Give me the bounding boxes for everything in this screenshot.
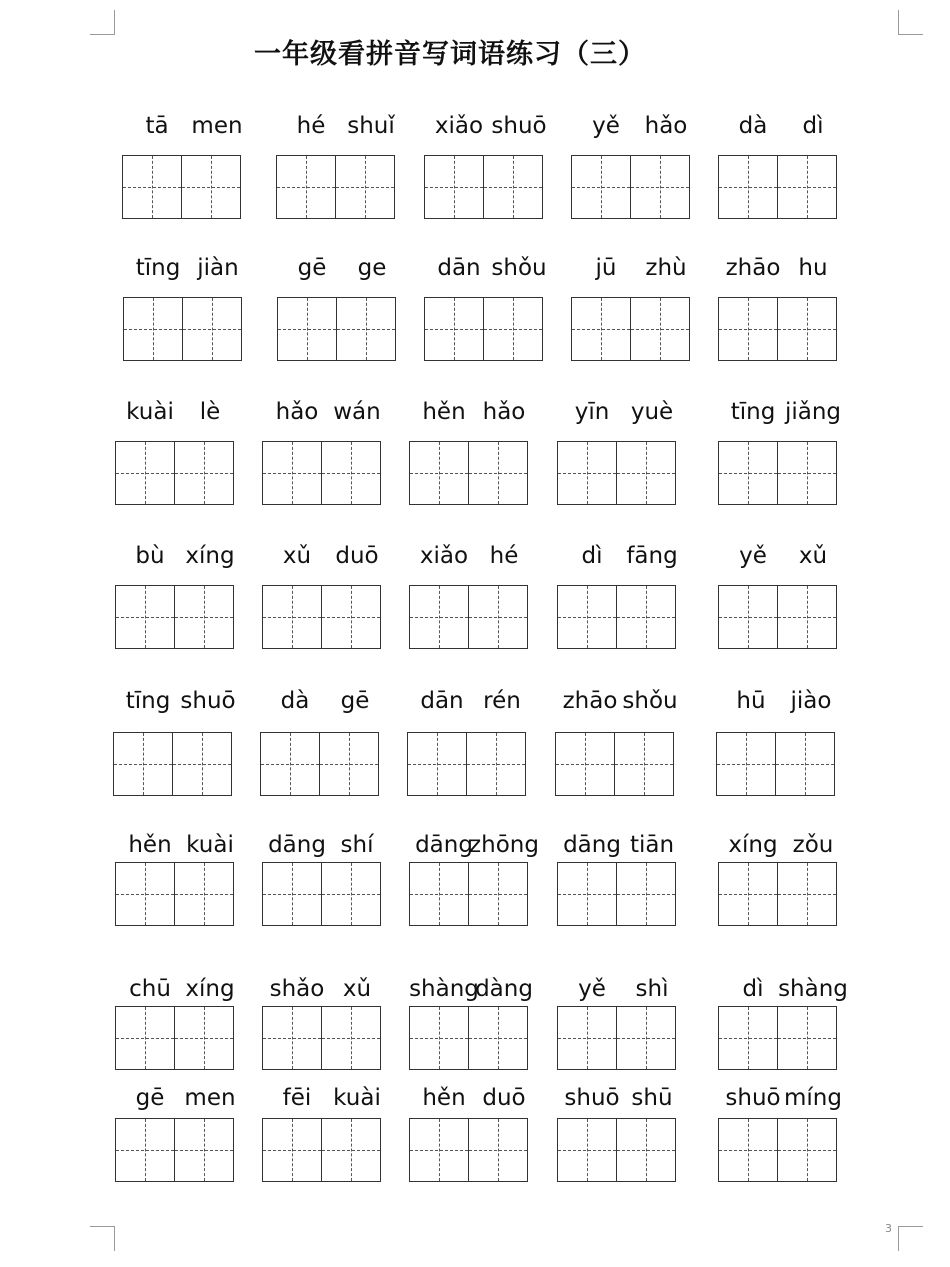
pinyin-syllable: dà [280,688,310,714]
tianzige-cell[interactable] [410,586,468,648]
pinyin-syllable: kuài [126,399,174,425]
pinyin-syllable: dì [581,543,603,569]
pinyin-syllable: shuō [564,1085,620,1111]
tianzige-cell[interactable] [719,442,777,504]
pinyin-syllable: tīng [135,255,181,281]
pinyin-syllable: xǔ [282,543,312,569]
writing-grid[interactable] [718,441,837,505]
tianzige-cell[interactable] [558,442,616,504]
pinyin-label [115,543,255,573]
pinyin-syllable: yě [592,113,620,139]
writing-grid[interactable] [571,297,690,361]
pinyin-syllable: duō [335,543,379,569]
pinyin-syllable: dì [802,113,824,139]
tianzige-cell[interactable] [174,863,233,925]
pinyin-syllable: tā [145,113,169,139]
pinyin-syllable: xǔ [342,976,372,1002]
pinyin-syllable: zhù [645,255,687,281]
pinyin-syllable: men [184,1085,236,1111]
pinyin-label [409,832,549,862]
pinyin-syllable: yě [578,976,606,1002]
tianzige-cell[interactable] [425,298,483,360]
pinyin-label [262,1085,402,1115]
pinyin-syllable: shǎo [269,976,325,1002]
pinyin-syllable: gē [340,688,370,714]
writing-grid[interactable] [409,585,528,649]
writing-grid[interactable] [424,155,543,219]
pinyin-syllable: zhāo [562,688,618,714]
tianzige-cell[interactable] [719,298,777,360]
tianzige-cell[interactable] [616,1119,675,1181]
page-number: 3 [885,1222,892,1235]
pinyin-label [409,1085,549,1115]
tianzige-cell[interactable] [558,863,616,925]
corner-mark-bottom-left [90,1226,115,1251]
pinyin-syllable: xiǎo [419,543,469,569]
tianzige-cell[interactable] [468,863,527,925]
pinyin-syllable: tiān [629,832,675,858]
pinyin-syllable: xiǎo [434,113,484,139]
tianzige-cell[interactable] [114,733,172,795]
tianzige-cell[interactable] [572,156,630,218]
pinyin-syllable: dàng [475,976,533,1002]
pinyin-label [260,688,400,718]
pinyin-syllable: zǒu [792,832,834,858]
tianzige-cell[interactable] [263,1007,321,1069]
pinyin-syllable: jiǎng [784,399,842,425]
pinyin-syllable: hé [489,543,519,569]
pinyin-syllable: tīng [125,688,171,714]
tianzige-cell[interactable] [336,298,395,360]
tianzige-cell[interactable] [181,156,240,218]
writing-grid[interactable] [260,732,379,796]
pinyin-label [262,976,402,1006]
writing-grid[interactable] [557,1118,676,1182]
tianzige-cell[interactable] [335,156,394,218]
tianzige-cell[interactable] [263,442,321,504]
tianzige-cell[interactable] [777,442,836,504]
writing-grid[interactable] [262,1118,381,1182]
tianzige-cell[interactable] [717,733,775,795]
pinyin-syllable: hěn [422,1085,466,1111]
pinyin-label [409,543,549,573]
writing-grid[interactable] [113,732,232,796]
writing-grid[interactable] [123,297,242,361]
pinyin-syllable: hu [798,255,828,281]
pinyin-syllable: hǎo [644,113,688,139]
pinyin-syllable: shuō [180,688,236,714]
pinyin-syllable: hé [296,113,326,139]
writing-grid[interactable] [262,862,381,926]
tianzige-cell[interactable] [410,863,468,925]
pinyin-label [571,255,711,285]
pinyin-syllable: yīn [574,399,610,425]
pinyin-label [115,399,255,429]
pinyin-syllable: gē [297,255,327,281]
pinyin-label [424,113,564,143]
pinyin-syllable: fāng [626,543,678,569]
tianzige-cell[interactable] [616,863,675,925]
writing-grid[interactable] [115,585,234,649]
tianzige-cell[interactable] [174,1119,233,1181]
pinyin-syllable: shàng [409,976,479,1002]
tianzige-cell[interactable] [777,863,836,925]
tianzige-cell[interactable] [483,156,542,218]
pinyin-syllable: gē [135,1085,165,1111]
pinyin-label [718,255,858,285]
writing-grid[interactable] [424,297,543,361]
corner-mark-bottom-right [898,1226,923,1251]
pinyin-syllable: xíng [728,832,778,858]
writing-grid[interactable] [555,732,674,796]
pinyin-syllable: shuǐ [347,113,395,139]
pinyin-syllable: hěn [422,399,466,425]
writing-grid[interactable] [409,862,528,926]
pinyin-syllable: shì [635,976,669,1002]
pinyin-syllable: jū [595,255,617,281]
tianzige-cell[interactable] [182,298,241,360]
pinyin-syllable: xíng [185,976,235,1002]
pinyin-label [277,255,417,285]
pinyin-syllable: dān [420,688,464,714]
pinyin-syllable: tīng [730,399,776,425]
writing-grid[interactable] [718,1006,837,1070]
tianzige-cell[interactable] [777,298,836,360]
tianzige-cell[interactable] [777,156,836,218]
pinyin-syllable: shí [340,832,374,858]
pinyin-syllable: dān [437,255,481,281]
writing-grid[interactable] [718,862,837,926]
tianzige-cell[interactable] [261,733,319,795]
writing-grid[interactable] [122,155,241,219]
tianzige-cell[interactable] [278,298,336,360]
tianzige-cell[interactable] [321,442,380,504]
pinyin-syllable: chū [129,976,171,1002]
pinyin-label [557,976,697,1006]
writing-grid[interactable] [557,1006,676,1070]
tianzige-cell[interactable] [468,586,527,648]
page-title: 一年级看拼音写词语练习（三） [254,39,646,70]
tianzige-cell[interactable] [410,1007,468,1069]
pinyin-syllable: wán [333,399,381,425]
writing-grid[interactable] [409,441,528,505]
tianzige-cell[interactable] [556,733,614,795]
writing-grid[interactable] [277,297,396,361]
tianzige-cell[interactable] [425,156,483,218]
writing-grid[interactable] [716,732,835,796]
pinyin-syllable: lè [199,399,221,425]
writing-grid[interactable] [557,862,676,926]
pinyin-syllable: duō [482,1085,526,1111]
pinyin-syllable: shǒu [491,255,547,281]
tianzige-cell[interactable] [616,442,675,504]
writing-grid[interactable] [262,585,381,649]
tianzige-cell[interactable] [408,733,466,795]
writing-grid[interactable] [262,441,381,505]
tianzige-cell[interactable] [719,863,777,925]
pinyin-syllable: kuài [186,832,234,858]
tianzige-cell[interactable] [124,298,182,360]
writing-grid[interactable] [557,441,676,505]
tianzige-cell[interactable] [174,1007,233,1069]
pinyin-label [716,688,856,718]
tianzige-cell[interactable] [321,1007,380,1069]
tianzige-cell[interactable] [630,156,689,218]
pinyin-syllable: shǒu [622,688,678,714]
pinyin-label [409,976,549,1006]
pinyin-label [407,688,547,718]
tianzige-cell[interactable] [319,733,378,795]
pinyin-label [262,832,402,862]
pinyin-syllable: ge [357,255,387,281]
pinyin-label [115,832,255,862]
tianzige-cell[interactable] [174,442,233,504]
pinyin-syllable: zhāo [725,255,781,281]
tianzige-cell[interactable] [321,863,380,925]
pinyin-label [718,399,858,429]
tianzige-cell[interactable] [616,1007,675,1069]
writing-grid[interactable] [718,297,837,361]
tianzige-cell[interactable] [263,586,321,648]
pinyin-label [557,832,697,862]
writing-grid[interactable] [407,732,526,796]
pinyin-syllable: men [191,113,243,139]
pinyin-syllable: yě [739,543,767,569]
pinyin-label [424,255,564,285]
tianzige-cell[interactable] [321,1119,380,1181]
pinyin-syllable: xíng [185,543,235,569]
pinyin-label [113,688,253,718]
pinyin-syllable: xǔ [798,543,828,569]
pinyin-label [718,113,858,143]
tianzige-cell[interactable] [410,442,468,504]
pinyin-label [276,113,416,143]
pinyin-syllable: dà [738,113,768,139]
tianzige-cell[interactable] [263,863,321,925]
tianzige-cell[interactable] [616,586,675,648]
tianzige-cell[interactable] [263,1119,321,1181]
tianzige-cell[interactable] [777,586,836,648]
tianzige-cell[interactable] [719,1007,777,1069]
writing-grid[interactable] [115,862,234,926]
pinyin-syllable: rén [483,688,521,714]
pinyin-label [571,113,711,143]
tianzige-cell[interactable] [468,1119,527,1181]
pinyin-label [718,976,858,1006]
pinyin-label [115,1085,255,1115]
tianzige-cell[interactable] [719,586,777,648]
tianzige-cell[interactable] [572,298,630,360]
pinyin-syllable: shuō [491,113,547,139]
pinyin-syllable: jiào [790,688,832,714]
pinyin-syllable: fēi [282,1085,312,1111]
tianzige-cell[interactable] [116,1119,174,1181]
pinyin-syllable: hěn [128,832,172,858]
tianzige-cell[interactable] [719,156,777,218]
pinyin-label [718,1085,858,1115]
pinyin-label [557,543,697,573]
pinyin-syllable: hǎo [275,399,319,425]
pinyin-label [262,399,402,429]
pinyin-label [115,976,255,1006]
pinyin-label [718,832,858,862]
tianzige-cell[interactable] [468,1007,527,1069]
pinyin-label [122,113,262,143]
writing-grid[interactable] [409,1006,528,1070]
tianzige-cell[interactable] [116,1007,174,1069]
tianzige-cell[interactable] [410,1119,468,1181]
tianzige-cell[interactable] [321,586,380,648]
tianzige-cell[interactable] [775,733,834,795]
tianzige-cell[interactable] [558,1119,616,1181]
tianzige-cell[interactable] [719,1119,777,1181]
pinyin-syllable: dì [742,976,764,1002]
pinyin-label [555,688,695,718]
pinyin-label [718,543,858,573]
writing-grid[interactable] [115,441,234,505]
tianzige-cell[interactable] [483,298,542,360]
pinyin-syllable: shuō [725,1085,781,1111]
writing-grid[interactable] [557,585,676,649]
tianzige-cell[interactable] [172,733,231,795]
writing-grid[interactable] [718,585,837,649]
pinyin-syllable: kuài [333,1085,381,1111]
writing-grid[interactable] [409,1118,528,1182]
tianzige-cell[interactable] [123,156,181,218]
tianzige-cell[interactable] [174,586,233,648]
writing-grid[interactable] [718,1118,837,1182]
tianzige-cell[interactable] [466,733,525,795]
corner-mark-top-right [898,10,923,35]
tianzige-cell[interactable] [116,442,174,504]
writing-grid[interactable] [115,1118,234,1182]
tianzige-cell[interactable] [468,442,527,504]
tianzige-cell[interactable] [777,1119,836,1181]
pinyin-label [557,1085,697,1115]
pinyin-syllable: míng [784,1085,842,1111]
pinyin-syllable: hǎo [482,399,526,425]
pinyin-label [409,399,549,429]
tianzige-cell[interactable] [116,586,174,648]
pinyin-syllable: jiàn [197,255,239,281]
pinyin-label [262,543,402,573]
pinyin-syllable: zhōng [469,832,539,858]
writing-grid[interactable] [276,155,395,219]
tianzige-cell[interactable] [630,298,689,360]
tianzige-cell[interactable] [558,586,616,648]
pinyin-syllable: shū [631,1085,673,1111]
tianzige-cell[interactable] [777,1007,836,1069]
writing-grid[interactable] [262,1006,381,1070]
pinyin-syllable: shàng [778,976,848,1002]
pinyin-syllable: dāng [415,832,473,858]
tianzige-cell[interactable] [614,733,673,795]
tianzige-cell[interactable] [116,863,174,925]
pinyin-syllable: dāng [563,832,621,858]
writing-grid[interactable] [718,155,837,219]
pinyin-syllable: bù [135,543,165,569]
pinyin-syllable: dāng [268,832,326,858]
writing-grid[interactable] [571,155,690,219]
pinyin-syllable: hū [736,688,766,714]
pinyin-label [557,399,697,429]
tianzige-cell[interactable] [558,1007,616,1069]
writing-grid[interactable] [115,1006,234,1070]
pinyin-syllable: yuè [630,399,674,425]
pinyin-label [123,255,263,285]
tianzige-cell[interactable] [277,156,335,218]
